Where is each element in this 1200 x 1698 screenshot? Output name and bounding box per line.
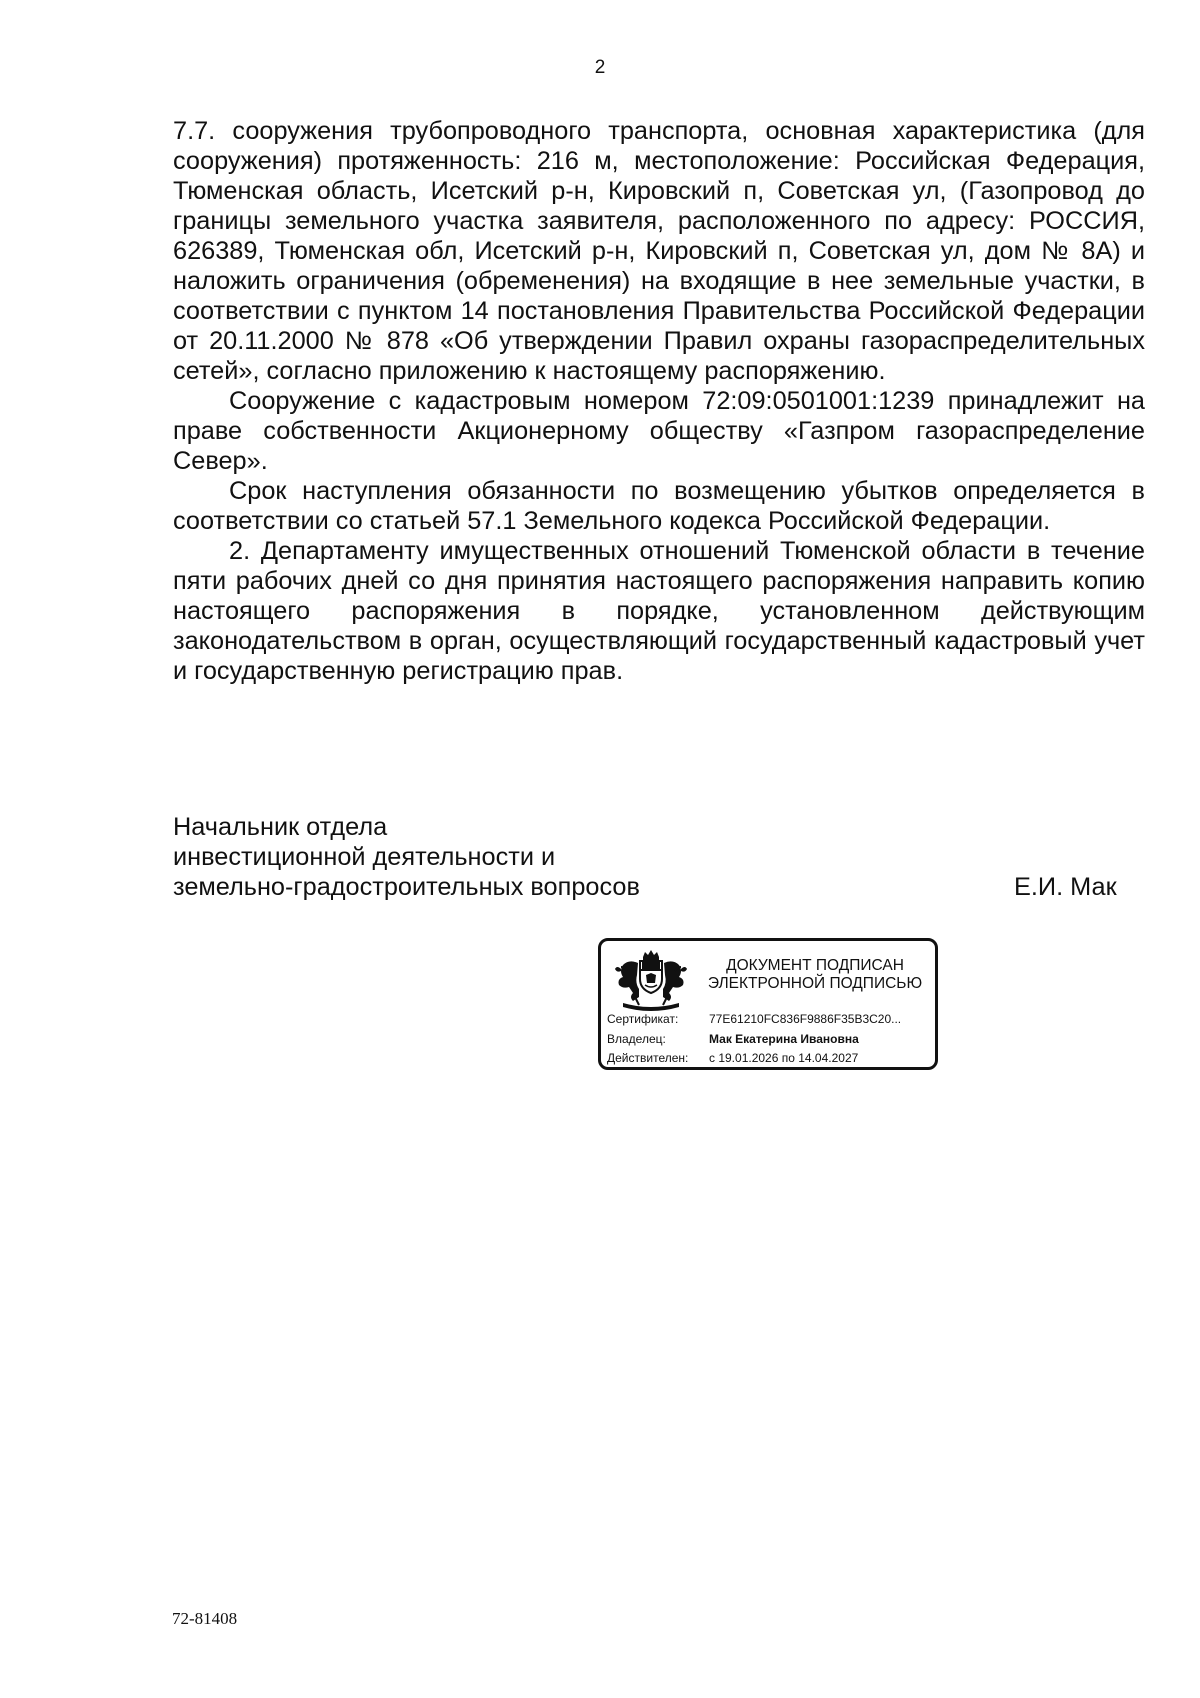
coat-of-arms-icon: [609, 949, 693, 1015]
signatory-line-1: Начальник отдела: [173, 813, 388, 841]
signer-name: Е.И. Мак: [1014, 873, 1117, 901]
paragraph-item-2: 2. Департаменту имущественных отношений Тюменской области в течение пяти рабочих дней со дня принятия настоящего распоряжения направить копию настоящего распоряжения в порядке, установленном действующим законодательством в орган, осуществляющий государственный кадастровый учет и государственную регистрацию прав.: [173, 537, 1145, 685]
validity-value: с 19.01.2026 по 14.04.2027: [709, 1051, 859, 1065]
stamp-title: [697, 957, 933, 993]
signatory-line-2: инвестиционной деятельности и: [173, 843, 556, 871]
stamp-owner-row: [607, 1032, 859, 1046]
electronic-signature-stamp: [598, 938, 938, 1070]
signatory-position: [173, 812, 640, 902]
stamp-title-line-2: ЭЛЕКТРОННОЙ ПОДПИСЬЮ: [707, 975, 923, 992]
paragraph-item-7-7: 7.7. сооружения трубопроводного транспорта, основная характеристика (для сооружения) протяженность: 216 м, местоположение: Российская Федерация, Тюменская область, Исетский р-н, Кировский п, Советская ул, (Газопровод до границы земельного участка заявителя, расположенного по адресу: РОССИЯ, 626389, Тюменская обл, Исетский р-н, Кировский п, Советская ул, дом № 8А) и наложить ограничения (обременения) на входящие в нее земельные участки, в соответствии с пунктом 14 постановления Правительства Российской Федерации от 20.11.2000 № 878 «Об утверждении Правил охраны газораспределительных сетей», согласно приложению к настоящему распоряжению.: [173, 117, 1145, 385]
document-code: 72-81408: [172, 1609, 238, 1628]
certificate-label: Сертификат:: [607, 1012, 679, 1026]
owner-value: Мак Екатерина Ивановна: [709, 1032, 859, 1046]
stamp-title-line-1: ДОКУМЕНТ ПОДПИСАН: [726, 957, 904, 974]
page-number: 2: [594, 57, 606, 78]
stamp-validity-row: [607, 1051, 858, 1065]
paragraph-ownership: Сооружение с кадастровым номером 72:09:0501001:1239 принадлежит на праве собственности Акционерному обществу «Газпром газораспределение Север».: [173, 387, 1145, 475]
owner-label: Владелец:: [607, 1032, 666, 1046]
validity-label: Действителен:: [607, 1051, 689, 1065]
paragraph-compensation: Срок наступления обязанности по возмещению убытков определяется в соответствии со статьей 57.1 Земельного кодекса Российской Федерации.: [173, 477, 1145, 535]
stamp-certificate-row: [607, 1012, 901, 1026]
certificate-value: 77E61210FC836F9886F35B3C20...: [709, 1012, 902, 1026]
document-body: [173, 116, 1145, 686]
signatory-line-3: земельно-градостроительных вопросов: [173, 873, 640, 901]
